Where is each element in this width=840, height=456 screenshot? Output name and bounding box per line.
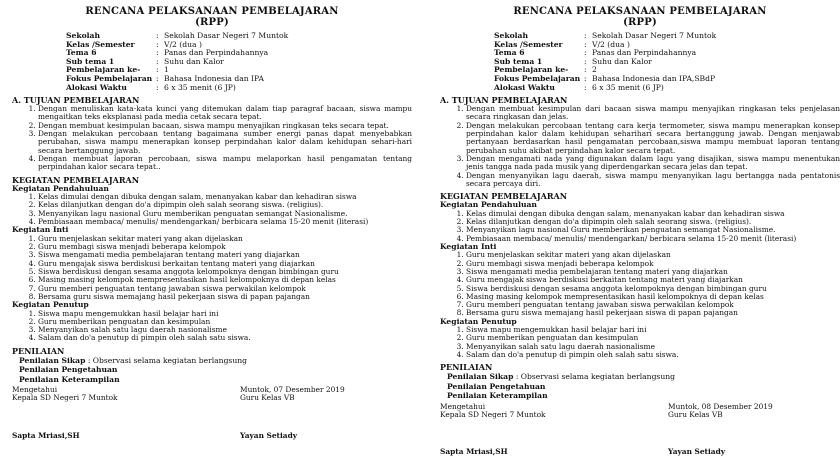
kegiatan-penutup-list [440, 326, 840, 359]
identity-value: 6 x 35 menit (6 JP) [592, 82, 664, 92]
list-item: 2. Guru membagi siswa menjadi beberapa kelompok [38, 243, 412, 251]
identity-table [66, 32, 412, 92]
kegiatan-pendahuluan-list [12, 193, 412, 226]
identity-value: Suhu dan Kalor [592, 56, 652, 66]
tujuan-list [12, 105, 412, 171]
signature-left [440, 403, 668, 420]
signature-left [12, 386, 240, 403]
list-item: 5. Siswa berdiskusi dengan sesama anggota kelompoknya dengan bimbingan guru [466, 285, 840, 293]
identity-label: Kelas /Semester [494, 39, 563, 49]
identity-label: Tema 6 [66, 48, 97, 58]
list-item: 2. Guru memberikan penguatan dan kesimpulan [38, 318, 412, 326]
tujuan-heading: A. TUJUAN PEMBELAJARAN [440, 95, 568, 106]
penilaian-keterampilan: Penilaian Keterampilan [447, 391, 548, 401]
list-item: 3. Dengan melakukan percobaan tentang bagaimana sumber energi panas dapat menyebabkan perubahan, siswa mampu menerapkan konsep perpindahan kalor dalam kehidupan sehari-hari secara bertanggung jawab. [38, 130, 412, 155]
identity-value: 1 [164, 65, 169, 75]
list-item: 1. Kelas dimulai dengan dibuka dengan salam, menanyakan kabar dan kehadiran siswa [466, 210, 840, 218]
guru-name: Yayan Setiady [240, 430, 298, 440]
signature-roles [440, 403, 840, 420]
list-item: 3. Menyanyikan lagu nasional Guru memberikan penguatan semangat Nasionalisme. [38, 210, 412, 218]
place-date: Muntok, 08 Desember 2019 [668, 401, 773, 411]
penilaian-sikap [447, 372, 840, 381]
list-item: 6. Masing masing kelompok mempresentasikan hasil kelompoknya di depan kelas [38, 276, 412, 284]
kegiatan-inti-list [440, 251, 840, 317]
list-item: 4. Salam dan do'a penutup di pimpin oleh salah satu siswa. [38, 334, 412, 342]
list-item: 3. Siswa mengamati media pembelajaran tentang materi yang diajarkan [38, 251, 412, 259]
identity-value: Suhu dan Kalor [164, 56, 224, 66]
penilaian-heading: PENILAIAN [12, 345, 65, 356]
identity-colon: : [156, 73, 159, 83]
identity-label: Fokus Pembelajaran [494, 73, 581, 83]
identity-colon: : [584, 56, 587, 66]
signature-right [668, 403, 773, 420]
penilaian-sikap-text: : Observasi selama kegiatan berlangsung [87, 355, 247, 365]
identity-label: Pembelajaran ke- [494, 65, 569, 75]
identity-label: Sub tema 1 [494, 56, 543, 66]
list-item: 2. Dengan membuat kesimpulan bacaan, siswa mampu menyajikan ringkasan teks secara tepat. [38, 122, 412, 130]
list-item: 3. Dengan mengamati nada yang digunakan dalam lagu yang disajikan, siswa mampu menentukan jenis tangga nada pada musik yang diperdengarkan secara jelas dan tepat. [466, 155, 840, 172]
list-item: 3. Menyanyikan salah satu lagu daerah nasionalisme [38, 326, 412, 334]
kegiatan-heading: KEGIATAN PEMBELAJARAN [440, 191, 568, 202]
list-item: 4. Guru mengajak siswa berdiskusi berkaitan tentang materi yang diajarkan [38, 260, 412, 268]
identity-colon: : [584, 48, 587, 58]
identity-label: Tema 6 [494, 48, 525, 58]
identity-value: Bahasa Indonesia dan IPA,SBdP [592, 73, 716, 83]
list-item: 1. Guru menjelaskan sekitar materi yang akan dijelaskan [466, 251, 840, 259]
list-item: 4. Pembiasaan membaca/ menulis/ mendengarkan/ berbicara selama 15-20 menit (literasi) [466, 235, 840, 243]
identity-value: Panas dan Perpindahannya [592, 48, 697, 58]
document-subtitle: (RPP) [195, 17, 229, 28]
penilaian-sikap-label: Penilaian Sikap [19, 355, 86, 365]
identity-colon: : [584, 31, 587, 40]
list-item: 3. Siswa mengamati media pembelajaran tentang materi yang diajarkan [466, 268, 840, 276]
identity-colon: : [584, 82, 587, 92]
list-item: 1. Dengan membuat kesimpulan dari bacaan siswa mampu menyajikan ringkasan teks penjelasan secara ringkasan dan jelas. [466, 105, 840, 122]
document-title: RENCANA PELAKSANAAN PEMBELAJARAN [85, 6, 339, 17]
identity-value: V/2 (dua ) [592, 39, 630, 49]
list-item: 5. Siswa berdiskusi dengan sesama anggota kelompoknya dengan bimbingan guru [38, 268, 412, 276]
identity-value: V/2 (dua ) [164, 39, 202, 49]
kepala-name: Sapta Mriasi,SH [440, 447, 508, 456]
list-item: 2. Kelas dilanjutkan dengan do'a dipimpin oleh salah seorang siswa. (religius). [38, 201, 412, 209]
list-item: 1. Siswa mapu mengemukkan hasil belajar hari ini [38, 310, 412, 318]
list-item: 4. Dengan menyanyikan lagu daerah, siswa mampu menyanyikan lagu bertangga nada pentatonis secara percaya diri. [466, 172, 840, 189]
identity-value: 6 x 35 menit (6 JP) [164, 82, 236, 92]
place-date: Muntok, 07 Desember 2019 [240, 385, 345, 394]
penilaian-sikap-text: : Observasi selama kegiatan berlangsung [515, 372, 675, 382]
kegiatan-penutup-heading: Kegiatan Penutup [12, 300, 89, 310]
identity-colon: : [156, 31, 159, 40]
list-item: 7. Guru memberi penguatan tentang jawaban siswa perwakilan kelompok [38, 285, 412, 293]
tujuan-heading: A. TUJUAN PEMBELAJARAN [12, 95, 140, 106]
document-title: RENCANA PELAKSANAAN PEMBELAJARAN [513, 6, 767, 17]
guru-name: Yayan Setiady [668, 447, 726, 456]
penilaian-keterampilan: Penilaian Keterampilan [19, 374, 120, 384]
identity-label: Alokasi Waktu [494, 82, 555, 92]
kegiatan-penutup-heading: Kegiatan Penutup [440, 316, 517, 326]
signature-right [240, 386, 345, 403]
identity-colon: : [156, 65, 159, 75]
identity-label: Fokus Pembelajaran [66, 73, 153, 83]
identity-row [66, 84, 412, 93]
identity-row [494, 84, 840, 93]
identity-value: Panas dan Perpindahannya [164, 48, 269, 58]
guru-role: Guru Kelas VB [240, 393, 295, 403]
identity-label: Sekolah [66, 31, 100, 40]
list-item: 2. Kelas dilanjutkan dengan do'a dipimpin oleh salah seorang siswa. (religius). [466, 218, 840, 226]
identity-value: 2 [592, 65, 597, 75]
rpp-page-1 [12, 0, 412, 450]
list-item: 1. Dengan menuliskan kata-kata kunci yang ditemukan dalam tiap paragraf bacaan, siswa mampu mengaitkan teks eksplanasi pada media cetak secara tepat. [38, 105, 412, 122]
kegiatan-penutup-list [12, 310, 412, 343]
penilaian-block [440, 372, 840, 400]
identity-label: Alokasi Waktu [66, 82, 127, 92]
identity-label: Sekolah [494, 31, 528, 40]
identity-label: Kelas /Semester [66, 39, 135, 49]
kegiatan-pendahuluan-list [440, 210, 840, 243]
rpp-page-2 [440, 0, 840, 456]
identity-colon: : [156, 82, 159, 92]
kegiatan-pendahuluan-heading: Kegiatan Pendahuluan [440, 200, 537, 210]
tujuan-list [440, 105, 840, 188]
list-item: 8. Bersama guru siswa memajang hasil pekerjaan siswa di papan pajangan [466, 309, 840, 317]
kegiatan-heading: KEGIATAN PEMBELAJARAN [12, 174, 140, 185]
list-item: 3. Menyanyikan salah satu lagu daerah nasionalisme [466, 343, 840, 351]
list-item: 2. Guru memberikan penguatan dan kesimpulan [466, 334, 840, 342]
signature-roles [12, 386, 412, 403]
identity-colon: : [156, 39, 159, 49]
list-item: 2. Guru membagi siswa menjadi beberapa kelompok [466, 260, 840, 268]
penilaian-pengetahuan: Penilaian Pengetahuan [19, 365, 118, 375]
list-item: 1. Kelas dimulai dengan dibuka dengan salam, menanyakan kabar dan kehadiran siswa [38, 193, 412, 201]
mengetahui-label: Mengetahui [12, 385, 58, 394]
kegiatan-pendahuluan-heading: Kegiatan Pendahuluan [12, 183, 109, 193]
list-item: 1. Guru menjelaskan sekitar materi yang akan dijelaskan [38, 235, 412, 243]
penilaian-sikap [19, 356, 412, 365]
penilaian-heading: PENILAIAN [440, 362, 493, 373]
list-item: 4. Pembiasaan membaca/ menulis/ mendengarkan/ berbicara selama 15-20 menit (literasi) [38, 218, 412, 226]
identity-table [494, 32, 840, 92]
guru-role: Guru Kelas VB [668, 410, 723, 419]
mengetahui-label: Mengetahui [440, 401, 486, 411]
list-item: 7. Guru memberi penguatan tentang jawaban siswa perwakilan kelompok [466, 301, 840, 309]
kegiatan-inti-heading: Kegiatan Inti [440, 241, 497, 251]
identity-colon: : [584, 73, 587, 83]
penilaian-block [12, 356, 412, 384]
identity-colon: : [584, 65, 587, 75]
list-item: 1. Siswa mapu mengemukkan hasil belajar hari ini [466, 326, 840, 334]
kepala-name: Sapta Mriasi,SH [12, 430, 80, 440]
list-item: 4. Guru mengajak siswa berdiskusi berkaitan tentang materi yang diajarkan [466, 276, 840, 284]
kepala-role: Kepala SD Negeri 7 Muntok [12, 393, 118, 403]
list-item: 4. Salam dan do'a penutup di pimpin oleh salah satu siswa. [466, 351, 840, 359]
signature-names [440, 447, 840, 456]
penilaian-pengetahuan: Penilaian Pengetahuan [447, 381, 546, 391]
kegiatan-inti-list [12, 235, 412, 301]
identity-row [494, 49, 840, 58]
identity-colon: : [156, 48, 159, 58]
identity-value: Bahasa Indonesia dan IPA [164, 73, 264, 83]
list-item: 2. Dengan melakukan percobaan tentang cara kerja termometer, siswa mampu menerapkan konsep perpindahan kalor dalam kehidupan sehariharí secara bertanggung jawab. Dengan menjawab pertanyaan berdasarkan hasil pengamatan percobaan,siswa mampu membuat laporan tentang perubahan suhu akibat perpindahan kalor secara tepat. [466, 122, 840, 155]
kepala-role: Kepala SD Negeri 7 Muntok [440, 410, 546, 419]
list-item: 8. Bersama guru siswa memajang hasil pekerjaan siswa di papan pajangan [38, 293, 412, 301]
identity-label: Sub tema 1 [66, 56, 115, 66]
identity-value: Sekolah Dasar Negeri 7 Muntok [592, 31, 717, 40]
identity-label: Pembelajaran ke- [66, 65, 141, 75]
list-item: 4. Dengan membuat laporan percobaan, siswa mampu melaporkan hasil pengamatan tentang perpindahan kalor secara tepat.. [38, 155, 412, 172]
identity-colon: : [156, 56, 159, 66]
identity-colon: : [584, 39, 587, 49]
signature-names [12, 431, 412, 440]
list-item: 3. Menyanyikan lagu nasional Guru memberikan penguatan semangat Nasionalisme. [466, 226, 840, 234]
kegiatan-inti-heading: Kegiatan Inti [12, 225, 69, 235]
list-item: 6. Masing masing kelompok mempresentasikan hasil kelompoknya di depan kelas [466, 293, 840, 301]
identity-value: Sekolah Dasar Negeri 7 Muntok [164, 31, 289, 40]
penilaian-sikap-label: Penilaian Sikap [447, 372, 514, 382]
document-subtitle: (RPP) [623, 17, 657, 28]
identity-row [66, 49, 412, 58]
